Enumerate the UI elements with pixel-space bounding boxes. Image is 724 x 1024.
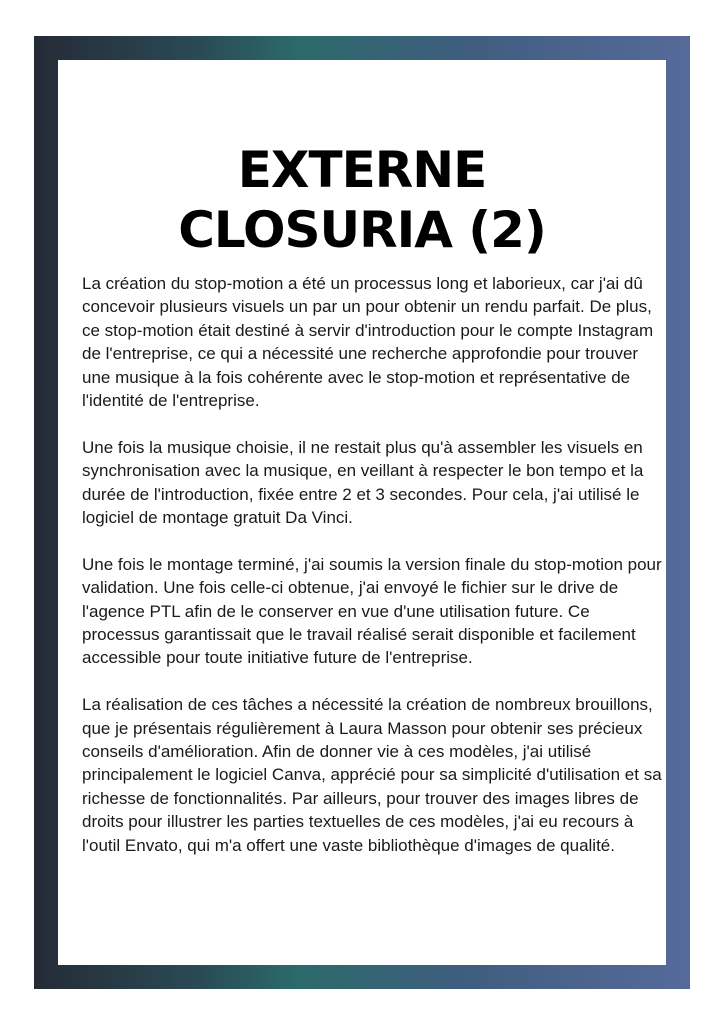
page-title <box>58 140 666 260</box>
paragraph: La création du stop-motion a été un processus long et laborieux, car j'ai dû concevoir plusieurs visuels un par un pour obtenir un rendu parfait. De plus, ce stop-motion était destiné à servir d'introduction pour le compte Instagram de l'entreprise, ce qui a nécessité une recherche approfondie pour trouver une musique à la fois cohérente avec le stop-motion et représentative de l'identité de l'entreprise. <box>82 274 654 411</box>
paragraph: Une fois la musique choisie, il ne restait plus qu'à assembler les visuels en synchronisation avec la musique, en veillant à respecter le bon tempo et la durée de l'introduction, fixée entre 2 et 3 secondes. Pour cela, j'ai utilisé le logiciel de montage gratuit Da Vinci. <box>82 437 644 528</box>
paragraph: La réalisation de ces tâches a nécessité la création de nombreux brouillons, que je présentais régulièrement à Laura Masson pour obtenir ses précieux conseils d'amélioration. Afin de donner vie à ces modèles, j'ai utilisé principalement le logiciel Canva, apprécié pour sa simplicité d'utilisation et sa richesse de fonctionnalités. Par ailleurs, pour trouver des images libres de droits pour illustrer les parties textuelles de ces modèles, j'ai eu recours à l'outil Envato, qui m'a offert une vaste bibliothèque d'images de qualité. <box>82 695 662 855</box>
paragraph: Une fois le montage terminé, j'ai soumis la version finale du stop-motion pour validation. Une fois celle-ci obtenue, j'ai envoyé le fichier sur le drive de l'agence PTL afin de le conserver en vue d'une utilisation future. Ce processus garantissait que le travail réalisé serait disponible et facilement accessible pour toute initiative future de l'entreprise. <box>82 554 662 668</box>
document-page <box>58 60 666 965</box>
page-frame <box>34 36 690 989</box>
body-text <box>82 272 666 881</box>
title-line-1: EXTERNE <box>237 141 487 199</box>
title-line-2: CLOSURIA (2) <box>178 201 546 259</box>
